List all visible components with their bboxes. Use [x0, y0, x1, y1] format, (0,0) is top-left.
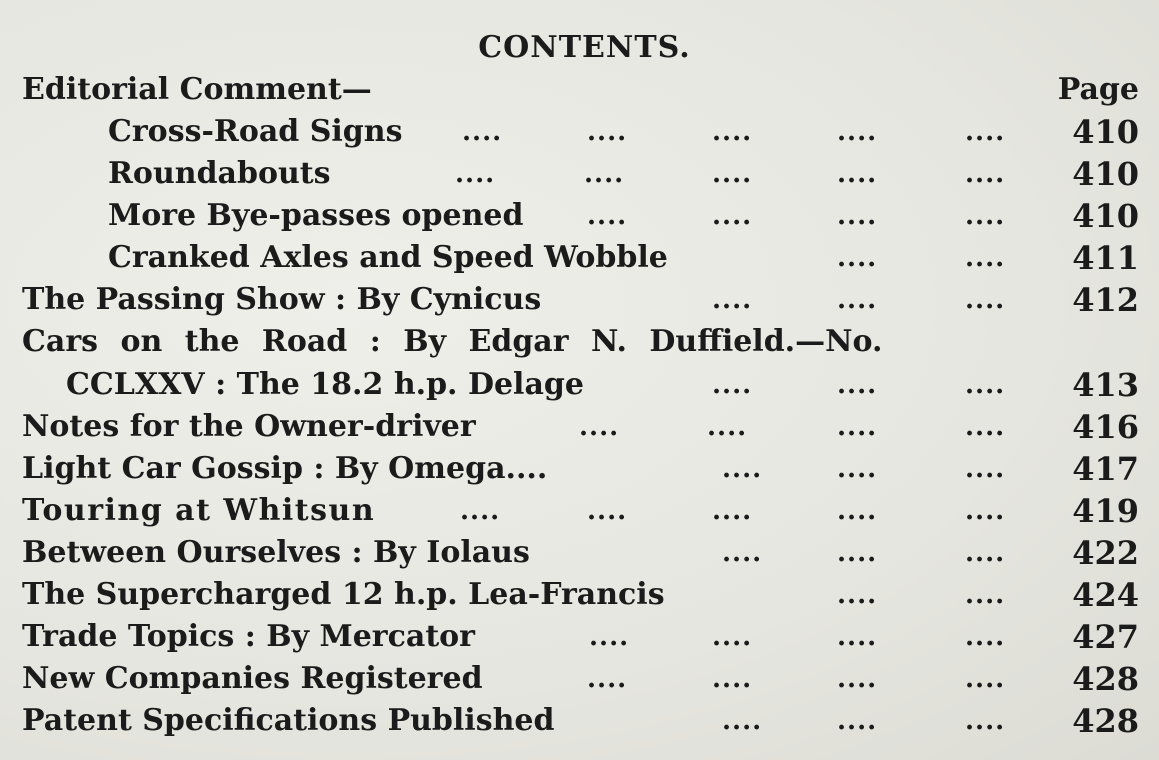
entry-page: 410 [1072, 197, 1139, 235]
leader-dots: .... [965, 243, 1006, 273]
leader-dots: .... [837, 159, 878, 189]
leader-dots: .... [722, 538, 763, 568]
entry-title: Cranked Axles and Speed Wobble [108, 240, 668, 275]
toc-entry[interactable] [22, 281, 1139, 323]
leader-dots: .... [837, 201, 878, 231]
leader-dots: .... [837, 580, 878, 610]
leader-dots: .... [965, 201, 1006, 231]
toc-entry[interactable] [22, 534, 1139, 576]
leader-dots: .... [589, 622, 630, 652]
entry-title: Cars on the Road : By Edgar N. Duffield.—No. [22, 324, 883, 359]
entry-title: Patent Specifications Published [22, 703, 555, 738]
toc-entry[interactable] [22, 239, 1139, 281]
leader-dots: .... [965, 370, 1006, 400]
toc-entry[interactable] [22, 660, 1139, 702]
entry-title: CCLXXV : The 18.2 h.p. Delage [66, 367, 584, 402]
leader-dots: .... [837, 538, 878, 568]
leader-dots: .... [837, 454, 878, 484]
entry-title: The Passing Show : By Cynicus [22, 282, 542, 317]
leader-dots: .... [965, 285, 1006, 315]
leader-dots: .... [837, 370, 878, 400]
leader-dots: .... [965, 454, 1006, 484]
leader-dots: .... [587, 117, 628, 147]
leader-dots: .... [965, 538, 1006, 568]
entry-page: 412 [1072, 281, 1139, 319]
leader-dots: .... [587, 664, 628, 694]
entry-page: 417 [1072, 450, 1139, 488]
leader-dots: .... [712, 117, 753, 147]
entry-page: 427 [1072, 618, 1139, 656]
toc-entry[interactable] [22, 450, 1139, 492]
entry-page: 410 [1072, 113, 1139, 151]
leader-dots: .... [712, 201, 753, 231]
leader-dots: .... [837, 243, 878, 273]
leader-dots: .... [965, 117, 1006, 147]
toc-header [22, 72, 1139, 112]
toc-entry[interactable] [22, 618, 1139, 660]
toc-entry[interactable] [22, 113, 1139, 155]
entry-title: More Bye-passes opened [108, 198, 524, 233]
leader-dots: .... [712, 370, 753, 400]
leader-dots: .... [965, 412, 1006, 442]
leader-dots: .... [722, 454, 763, 484]
leader-dots: .... [712, 159, 753, 189]
leader-dots: .... [837, 622, 878, 652]
entry-title: The Supercharged 12 h.p. Lea-Francis [22, 577, 665, 612]
entry-page: 416 [1072, 408, 1139, 446]
toc-entry[interactable] [22, 197, 1139, 239]
entry-page: 413 [1072, 366, 1139, 404]
leader-dots: .... [722, 706, 763, 736]
leader-dots: .... [587, 496, 628, 526]
page-column-label: Page [1057, 72, 1139, 107]
entry-page: 422 [1072, 534, 1139, 572]
leader-dots: .... [584, 159, 625, 189]
leader-dots: .... [965, 159, 1006, 189]
entry-title: Light Car Gossip : By Omega.... [22, 451, 548, 486]
entry-page: 419 [1072, 492, 1139, 530]
entry-title: Roundabouts [108, 156, 331, 191]
leader-dots: .... [712, 496, 753, 526]
entry-page: 428 [1072, 702, 1139, 740]
toc-entry[interactable] [22, 576, 1139, 618]
entry-page: 410 [1072, 155, 1139, 193]
leader-dots: .... [837, 285, 878, 315]
leader-dots: .... [837, 117, 878, 147]
entry-title: Cross-Road Signs [108, 114, 403, 149]
leader-dots: .... [965, 622, 1006, 652]
entry-title: Trade Topics : By Mercator [22, 619, 475, 654]
leader-dots: .... [455, 159, 496, 189]
leader-dots: .... [965, 706, 1006, 736]
entry-page: 424 [1072, 576, 1139, 614]
toc-entry[interactable] [22, 366, 1139, 408]
leader-dots: .... [837, 706, 878, 736]
leader-dots: .... [579, 412, 620, 442]
leader-dots: .... [965, 664, 1006, 694]
leader-dots: .... [712, 664, 753, 694]
leader-dots: .... [837, 664, 878, 694]
entry-title: Touring at Whitsun [22, 493, 376, 528]
section-heading: Editorial Comment— [22, 72, 372, 107]
entry-title: Notes for the Owner-driver [22, 409, 476, 444]
leader-dots: .... [837, 412, 878, 442]
leader-dots: .... [712, 285, 753, 315]
toc-entry[interactable] [22, 492, 1139, 534]
leader-dots: .... [587, 201, 628, 231]
leader-dots: .... [462, 117, 503, 147]
toc-entry[interactable] [22, 702, 1139, 744]
entry-title: Between Ourselves : By Iolaus [22, 535, 530, 570]
entry-title: New Companies Registered [22, 661, 483, 696]
entry-page: 411 [1072, 239, 1139, 277]
leader-dots: .... [712, 622, 753, 652]
entry-page: 428 [1072, 660, 1139, 698]
leader-dots: .... [965, 580, 1006, 610]
toc-entry[interactable] [22, 323, 1139, 365]
leader-dots: .... [965, 496, 1006, 526]
leader-dots: .... [837, 496, 878, 526]
toc-entry[interactable] [22, 155, 1139, 197]
toc-entry[interactable] [22, 408, 1139, 450]
leader-dots: .... [460, 496, 501, 526]
page-title: CONTENTS. [478, 30, 691, 65]
leader-dots: .... [707, 412, 748, 442]
